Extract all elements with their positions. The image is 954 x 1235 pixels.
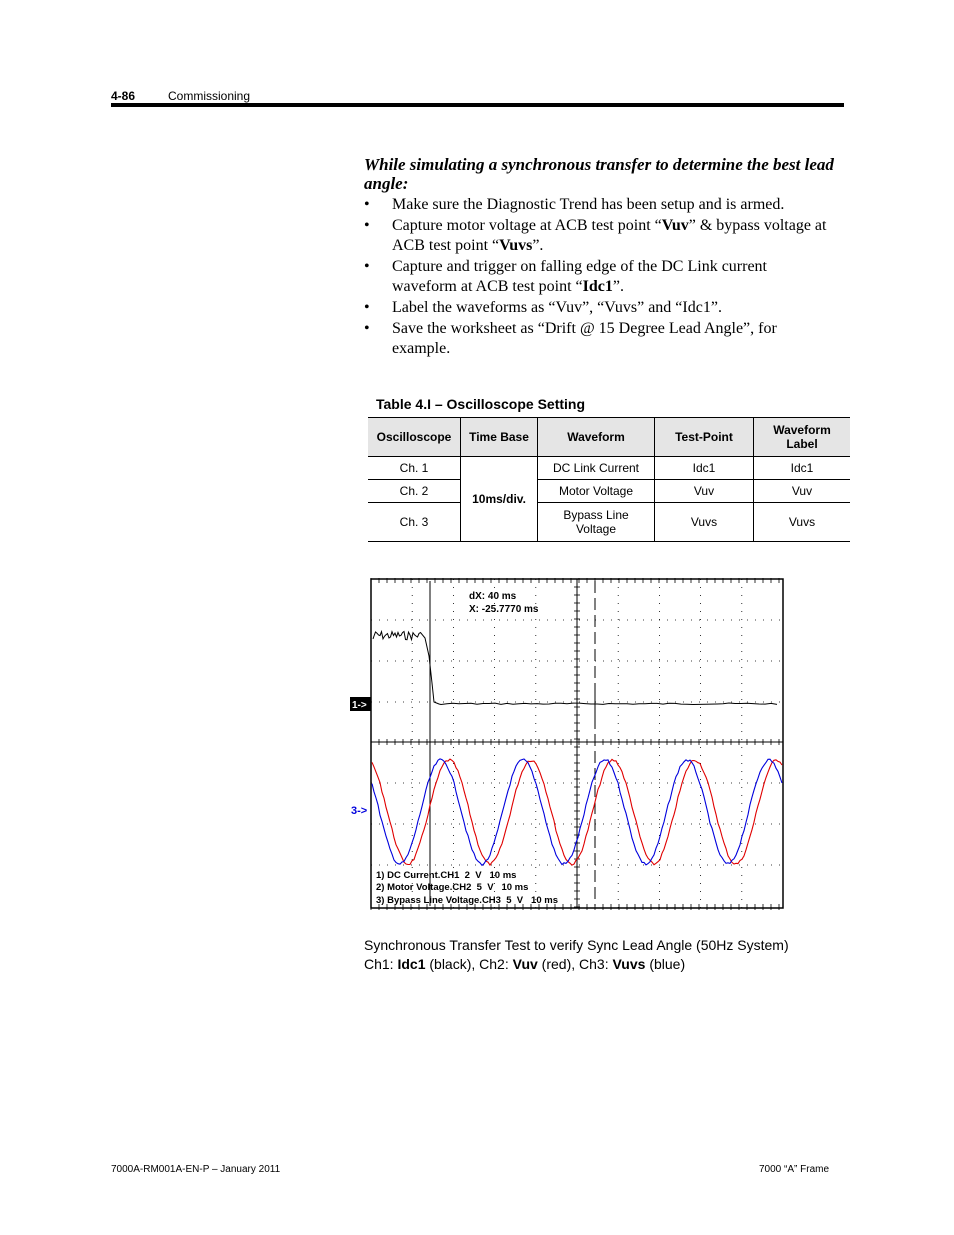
list-item-text: Capture motor voltage at ACB test point “Vuv” & bypass voltage at ACB test point “Vuvs”. xyxy=(392,217,827,254)
ch1-marker: 1-> xyxy=(352,700,367,711)
figure-caption xyxy=(364,936,789,974)
col-header-waveform-label: Waveform Label xyxy=(754,418,851,457)
cell-test-point: Idc1 xyxy=(655,457,754,480)
cell-oscilloscope: Ch. 1 xyxy=(368,457,461,480)
section-title: Commissioning xyxy=(168,89,251,103)
cell-waveform: Bypass Line Voltage xyxy=(538,503,655,542)
cell-oscilloscope: Ch. 2 xyxy=(368,480,461,503)
cell-label: Idc1 xyxy=(754,457,851,480)
list-item xyxy=(364,319,834,359)
table-row xyxy=(368,457,850,480)
bullet-icon: • xyxy=(364,258,370,275)
page-number: 4-86 xyxy=(111,89,136,103)
table-header-row xyxy=(368,418,850,457)
cell-waveform: DC Link Current xyxy=(538,457,655,480)
bullet-icon: • xyxy=(364,299,370,316)
table-caption: Table 4.I – Oscilloscope Setting xyxy=(376,396,586,412)
legend-ch2: 2) Motor Voltage.CH2 5 V 10 ms xyxy=(376,882,529,893)
cell-waveform: Motor Voltage xyxy=(538,480,655,503)
table-row xyxy=(368,480,850,503)
col-header-time-base: Time Base xyxy=(461,418,538,457)
ch3-marker: 3-> xyxy=(351,805,368,817)
table-row xyxy=(368,503,850,542)
bullet-list xyxy=(364,195,834,360)
bullet-icon: • xyxy=(364,217,370,234)
list-item-text: Make sure the Diagnostic Trend has been setup and is armed. xyxy=(392,196,785,213)
col-header-test-point: Test-Point xyxy=(655,418,754,457)
col-header-waveform: Waveform xyxy=(538,418,655,457)
oscilloscope-trace-figure xyxy=(349,578,789,912)
cell-oscilloscope: Ch. 3 xyxy=(368,503,461,542)
figure-caption-line1: Synchronous Transfer Test to verify Sync Lead Angle (50Hz System) xyxy=(364,937,789,953)
cell-label: Vuvs xyxy=(754,503,851,542)
procedure-heading: While simulating a synchronous transfer to determine the best lead angle: xyxy=(364,155,834,193)
bullet-icon: • xyxy=(364,320,370,337)
list-item xyxy=(364,216,834,256)
legend-ch3: 3) Bypass Line Voltage.CH3 5 V 10 ms xyxy=(376,895,558,906)
cell-time-base: 10ms/div. xyxy=(461,457,538,542)
list-item-text: Capture and trigger on falling edge of the DC Link current waveform at ACB test point “Idc1”. xyxy=(392,258,767,295)
list-item-text: Save the worksheet as “Drift @ 15 Degree Lead Angle”, for example. xyxy=(392,320,777,357)
list-item xyxy=(364,298,834,318)
cell-label: Vuv xyxy=(754,480,851,503)
list-item-text: Label the waveforms as “Vuv”, “Vuvs” and “Idc1”. xyxy=(392,299,722,316)
legend-ch1: 1) DC Current.CH1 2 V 10 ms xyxy=(376,870,517,881)
list-item xyxy=(364,257,834,297)
oscilloscope-settings-table xyxy=(368,417,850,542)
bullet-icon: • xyxy=(364,196,370,213)
footer-product: 7000 “A” Frame xyxy=(759,1164,830,1175)
cell-test-point: Vuvs xyxy=(655,503,754,542)
footer-publication: 7000A-RM001A-EN-P – January 2011 xyxy=(111,1164,281,1175)
list-item xyxy=(364,195,834,215)
cell-test-point: Vuv xyxy=(655,480,754,503)
figure-caption-line2: Ch1: Idc1 (black), Ch2: Vuv (red), Ch3: Vuvs (blue) xyxy=(364,956,686,972)
cursor-x-readout: X: -25.7770 ms xyxy=(469,604,539,615)
col-header-oscilloscope: Oscilloscope xyxy=(368,418,461,457)
cursor-dx-readout: dX: 40 ms xyxy=(469,591,517,602)
header-rule xyxy=(111,103,844,107)
